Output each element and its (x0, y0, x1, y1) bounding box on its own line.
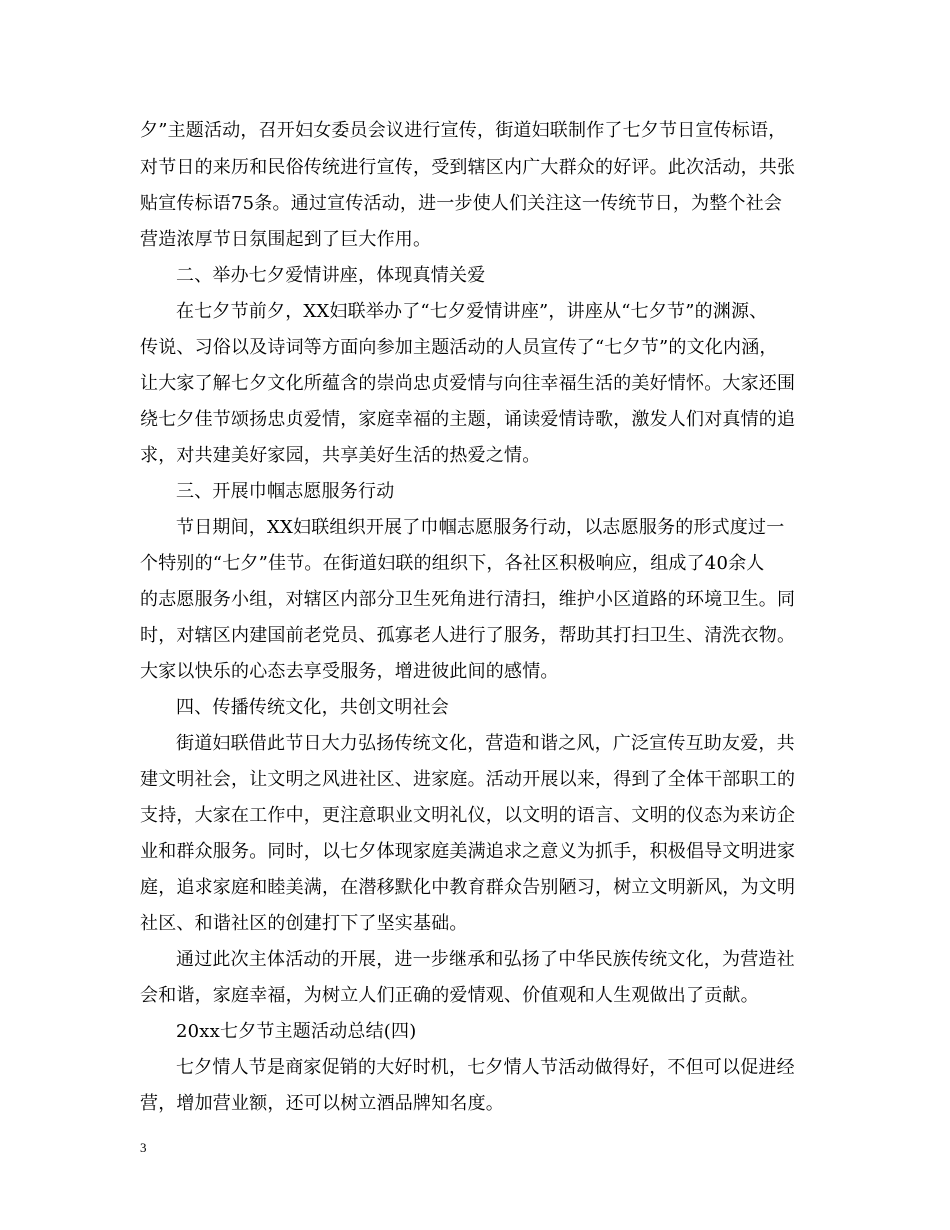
paragraph-line: 业和群众服务。同时，以七夕体现家庭美满追求之意义为抓手，积极倡导文明进家 (140, 841, 796, 862)
paragraph-line: 求，对共建美好家园，共享美好生活的热爱之情。 (140, 445, 541, 466)
section-heading: 20xx七夕节主题活动总结(四) (176, 1021, 417, 1042)
paragraph-line: 支持，大家在工作中，更注意职业文明礼仪，以文明的语言、文明的仪态为来访企 (140, 805, 796, 826)
paragraph-line: 通过此次主体活动的开展，进一步继承和弘扬了中华民族传统文化，为营造社 (176, 949, 795, 970)
paragraph-line: 的志愿服务小组，对辖区内部分卫生死角进行清扫，维护小区道路的环境卫生。同 (140, 589, 796, 610)
paragraph-line: 传说、习俗以及诗词等方面向参加主题活动的人员宣传了“七夕节”的文化内涵， (140, 337, 778, 358)
paragraph-line: 社区、和谐社区的创建打下了坚实基础。 (140, 913, 468, 934)
paragraph-line: 时，对辖区内建国前老党员、孤寡老人进行了服务，帮助其打扫卫生、清洗衣物。 (140, 625, 796, 646)
paragraph-line: 贴宣传标语75条。通过宣传活动，进一步使人们关注这一传统节日，为整个社会 (140, 193, 783, 214)
paragraph-line: 营，增加营业额，还可以树立酒品牌知名度。 (140, 1093, 504, 1114)
paragraph-line: 对节日的来历和民俗传统进行宣传，受到辖区内广大群众的好评。此次活动，共张 (140, 157, 796, 178)
section-heading: 二、举办七夕爱情讲座，体现真情关爱 (176, 265, 486, 286)
paragraph-line: 夕”主题活动，召开妇女委员会议进行宣传，街道妇联制作了七夕节日宣传标语， (140, 120, 787, 141)
section-heading: 四、传播传统文化，共创文明社会 (176, 697, 449, 718)
paragraph-line: 节日期间，XX妇联组织开展了巾帼志愿服务行动，以志愿服务的形式度过一 (176, 517, 785, 538)
paragraph-line: 绕七夕佳节颂扬忠贞爱情，家庭幸福的主题，诵读爱情诗歌，激发人们对真情的追 (140, 409, 796, 430)
paragraph-line: 大家以快乐的心态去享受服务，增进彼此间的感情。 (140, 661, 559, 682)
paragraph-line: 街道妇联借此节日大力弘扬传统文化，营造和谐之风，广泛宣传互助友爱，共 (176, 733, 795, 754)
paragraph-line: 建文明社会，让文明之风进社区、进家庭。活动开展以来，得到了全体干部职工的 (140, 769, 796, 790)
paragraph-line: 个特别的“七夕”佳节。在街道妇联的组织下，各社区积极响应，组成了40余人 (140, 553, 765, 574)
paragraph-line: 让大家了解七夕文化所蕴含的崇尚忠贞爱情与向往幸福生活的美好情怀。大家还围 (140, 373, 796, 394)
paragraph-line: 七夕情人节是商家促销的大好时机，七夕情人节活动做得好，不但可以促进经 (176, 1057, 795, 1078)
paragraph-line: 庭，追求家庭和睦美满，在潜移默化中教育群众告别陋习，树立文明新风，为文明 (140, 877, 796, 898)
page-number: 3 (140, 1140, 147, 1155)
paragraph-line: 营造浓厚节日氛围起到了巨大作用。 (140, 229, 432, 250)
section-heading: 三、开展巾帼志愿服务行动 (176, 481, 395, 502)
paragraph-line: 会和谐，家庭幸福，为树立人们正确的爱情观、价值观和人生观做出了贡献。 (140, 985, 759, 1006)
paragraph-line: 在七夕节前夕，XX妇联举办了“七夕爱情讲座”，讲座从“七夕节”的渊源、 (176, 301, 768, 322)
